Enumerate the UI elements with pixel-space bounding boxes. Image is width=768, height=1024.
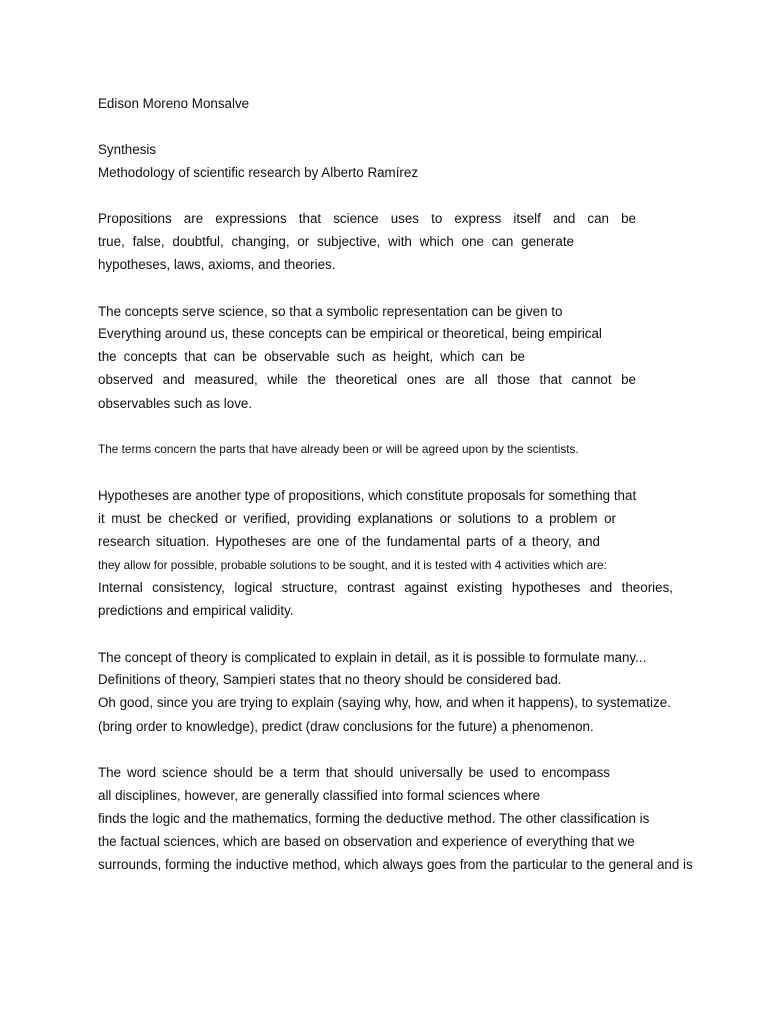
paragraph-line: Hypotheses are another type of propositions, which constitute proposals for something that	[98, 488, 637, 503]
paragraph-line: The terms concern the parts that have already been or will be agreed upon by the scientists.	[98, 442, 579, 456]
paragraph-line: observables such as love.	[98, 396, 253, 411]
author-name: Edison Moreno Monsalve	[98, 96, 250, 111]
paragraph-line: Internal consistency, logical structure, contrast against existing hypotheses and theories,	[98, 580, 673, 595]
paragraph-line: Definitions of theory, Sampieri states that no theory should be considered bad.	[98, 672, 562, 687]
paragraph-line: it must be checked or verified, providing explanations or solutions to a problem or	[98, 511, 616, 526]
paragraph-line: Propositions are expressions that science uses to express itself and can be	[98, 211, 636, 226]
paragraph-line: (bring order to knowledge), predict (draw conclusions for the future) a phenomenon.	[98, 719, 594, 734]
paragraph-line: Oh good, since you are trying to explain (saying why, how, and when it happens), to systematize.	[98, 695, 671, 710]
paragraph-line: observed and measured, while the theoretical ones are all those that cannot be	[98, 372, 636, 387]
paragraph-line: The word science should be a term that should universally be used to encompass	[98, 765, 610, 780]
paragraph-line: predictions and empirical validity.	[98, 603, 294, 618]
document-title: Synthesis	[98, 142, 157, 157]
paragraph-line: The concepts serve science, so that a symbolic representation can be given to	[98, 304, 563, 319]
paragraph-line: the factual sciences, which are based on observation and experience of everything that we	[98, 834, 635, 849]
document-subtitle: Methodology of scientific research by Alberto Ramírez	[98, 165, 419, 180]
paragraph-line: hypotheses, laws, axioms, and theories.	[98, 257, 336, 272]
paragraph-line: all disciplines, however, are generally classified into formal sciences where	[98, 788, 541, 803]
paragraph-line: The concept of theory is complicated to explain in detail, as it is possible to formulate many...	[98, 650, 647, 665]
paragraph-line: they allow for possible, probable solutions to be sought, and it is tested with 4 activities which are:	[98, 558, 607, 572]
paragraph-line: the concepts that can be observable such as height, which can be	[98, 349, 525, 364]
paragraph-line: surrounds, forming the inductive method, which always goes from the particular to the general and is	[98, 857, 693, 872]
paragraph-line: true, false, doubtful, changing, or subjective, with which one can generate	[98, 234, 574, 249]
paragraph-line: Everything around us, these concepts can be empirical or theoretical, being empirical	[98, 326, 602, 341]
paragraph-line: finds the logic and the mathematics, forming the deductive method. The other classification is	[98, 811, 650, 826]
paragraph-line: research situation. Hypotheses are one of the fundamental parts of a theory, and	[98, 534, 600, 549]
